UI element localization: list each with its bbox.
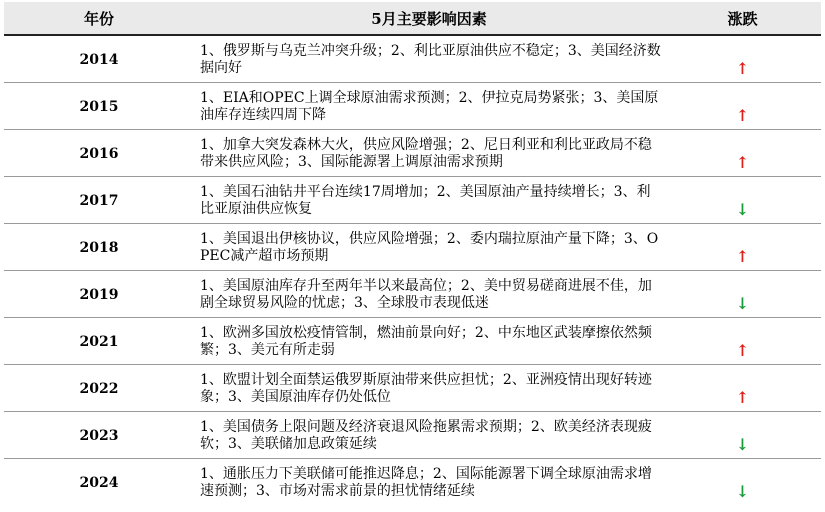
trend-cell [664, 458, 821, 505]
up-arrow-icon: ↑ [735, 388, 750, 407]
trend-cell [664, 364, 821, 411]
table-row [4, 176, 821, 223]
table-row [4, 317, 821, 364]
table-row [4, 364, 821, 411]
year-cell: 2024 [79, 475, 119, 492]
trend-cell [664, 35, 821, 82]
factors-cell: 1、美国债务上限问题及经济衰退风险拖累需求预期；2、欧美经济表现疲软；3、美联储加息政策延续 [194, 411, 664, 458]
down-arrow-icon: ↓ [735, 435, 750, 454]
factors-cell: 1、EIA和OPEC上调全球原油需求预测；2、伊拉克局势紧张；3、美国原油库存连续四周下降 [194, 82, 664, 129]
table-row [4, 458, 821, 505]
up-arrow-icon: ↑ [735, 247, 750, 266]
table-row [4, 223, 821, 270]
table-row [4, 129, 821, 176]
header-row [4, 2, 821, 35]
trend-cell [664, 176, 821, 223]
header-factors: 5月主要影响因素 [194, 2, 664, 35]
year-cell: 2017 [4, 176, 194, 223]
table-row [4, 82, 821, 129]
factors-cell: 1、美国石油钻井平台连续17周增加；2、美国原油产量持续增长；3、利比亚原油供应恢复 [194, 176, 664, 223]
year-cell: 2021 [4, 317, 194, 364]
table-row [4, 270, 821, 317]
year-cell: 2022 [4, 364, 194, 411]
up-arrow-icon: ↑ [735, 153, 750, 172]
table-body [4, 35, 821, 505]
table-header [4, 2, 821, 35]
year-cell: 2014 [4, 35, 194, 82]
year-cell: 2018 [4, 223, 194, 270]
up-arrow-icon: ↑ [735, 106, 750, 125]
header-trend: 涨跌 [664, 2, 821, 35]
trend-cell [664, 270, 821, 317]
down-arrow-icon: ↓ [735, 482, 750, 502]
factors-cell: 1、美国退出伊核协议，供应风险增强；2、委内瑞拉原油产量下降；3、OPEC减产超市场预期 [194, 223, 664, 270]
trend-cell [664, 82, 821, 129]
up-arrow-icon: ↑ [735, 341, 750, 360]
table-row [4, 35, 821, 82]
factors-cell: 1、通胀压力下美联储可能推迟降息；2、国际能源署下调全球原油需求增速预测；3、市场对需求前景的担忧情绪延续 [200, 465, 652, 499]
factors-cell: 1、欧盟计划全面禁运俄罗斯原油带来供应担忧；2、亚洲疫情出现好转迹象；3、美国原油库存仍处低位 [194, 364, 664, 411]
year-cell: 2019 [4, 270, 194, 317]
down-arrow-icon: ↓ [735, 200, 750, 219]
trend-cell [664, 129, 821, 176]
oil-factors-table [4, 2, 821, 505]
factors-cell: 1、欧洲多国放松疫情管制，燃油前景向好；2、中东地区武装摩擦依然频繁；3、美元有所走弱 [194, 317, 664, 364]
trend-cell [664, 317, 821, 364]
year-cell: 2016 [4, 129, 194, 176]
factors-cell: 1、美国原油库存升至两年半以来最高位；2、美中贸易磋商进展不佳，加剧全球贸易风险的忧虑；3、全球股市表现低迷 [194, 270, 664, 317]
factors-cell: 1、加拿大突发森林大火，供应风险增强；2、尼日利亚和利比亚政局不稳带来供应风险；3、国际能源署上调原油需求预期 [194, 129, 664, 176]
header-year: 年份 [4, 2, 194, 35]
year-cell: 2015 [4, 82, 194, 129]
up-arrow-icon: ↑ [735, 59, 750, 79]
down-arrow-icon: ↓ [735, 294, 750, 313]
trend-cell [664, 223, 821, 270]
year-cell: 2023 [4, 411, 194, 458]
table-row [4, 411, 821, 458]
factors-cell: 1、俄罗斯与乌克兰冲突升级；2、利比亚原油供应不稳定；3、美国经济数据向好 [194, 35, 664, 82]
trend-cell [664, 411, 821, 458]
